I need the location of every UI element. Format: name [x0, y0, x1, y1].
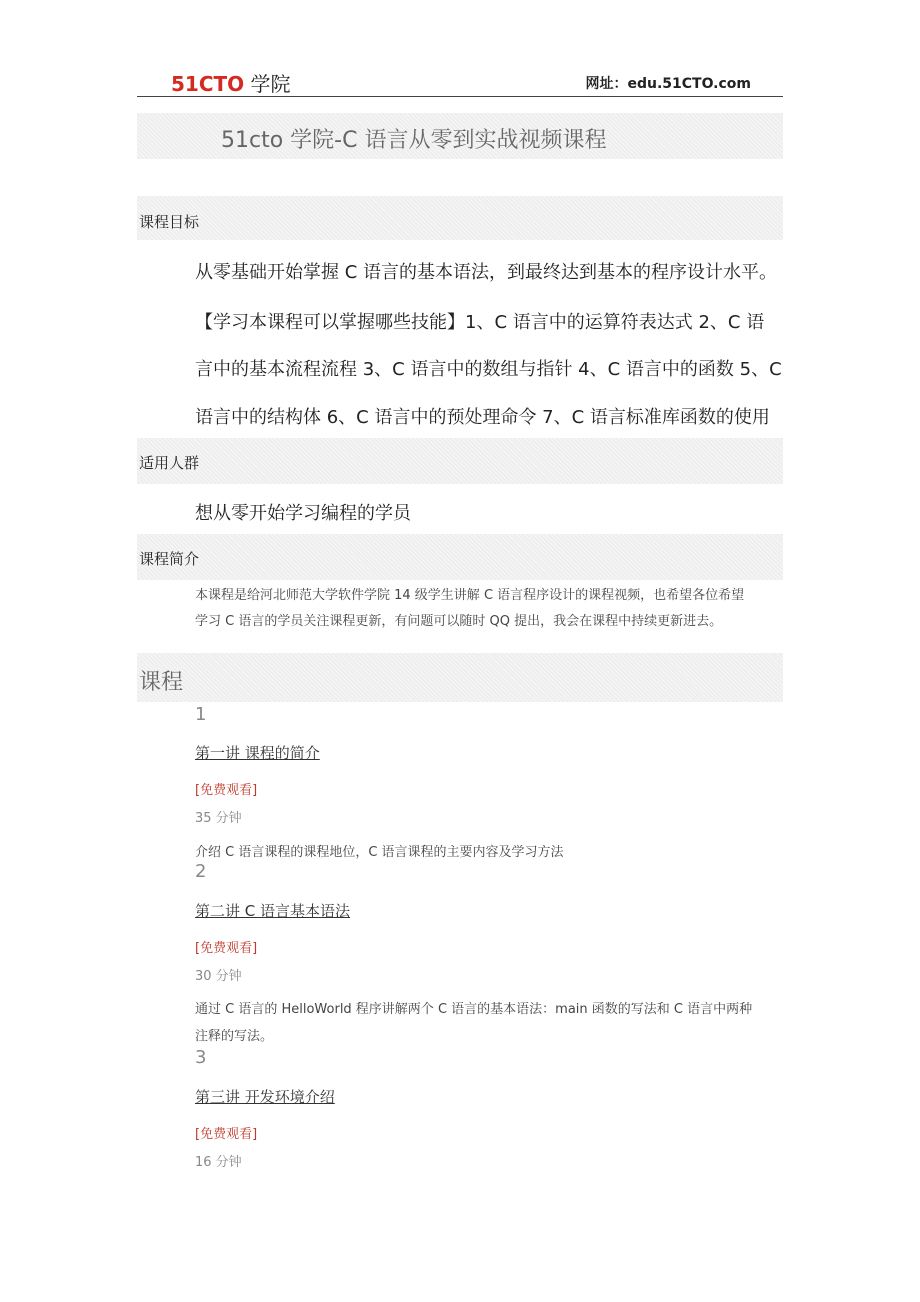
lesson-title-link[interactable]: 第二讲 C 语言基本语法	[195, 902, 351, 920]
lesson-duration: 35 分钟	[195, 811, 242, 826]
lesson-number: 3	[195, 1047, 207, 1068]
section-band-intro	[137, 534, 783, 580]
brand-logo[interactable]	[171, 68, 291, 97]
section-label-audience: 适用人群	[139, 454, 200, 472]
lesson-number: 2	[195, 861, 207, 882]
lesson-title-link[interactable]: 第三讲 开发环境介绍	[195, 1088, 335, 1106]
section-label-goal: 课程目标	[139, 213, 200, 231]
goal-line: 语言中的结构体 6、C 语言中的预处理命令 7、C 语言标准库函数的使用	[195, 407, 770, 428]
lesson-description: 介绍 C 语言课程的课程地位，C 语言课程的主要内容及学习方法	[195, 845, 564, 860]
free-watch-link[interactable]: [免费观看]	[195, 783, 258, 798]
lesson-description: 注释的写法。	[195, 1029, 274, 1044]
intro-line: 学习 C 语言的学员关注课程更新，有问题可以随时 QQ 提出，我会在课程中持续更新进去。	[195, 614, 723, 629]
intro-line: 本课程是给河北师范大学软件学院 14 级学生讲解 C 语言程序设计的课程视频，也希望各位希望	[195, 588, 745, 603]
section-label-intro: 课程简介	[139, 550, 200, 568]
goal-line: 言中的基本流程流程 3、C 语言中的数组与指针 4、C 语言中的函数 5、C	[195, 359, 782, 380]
course-heading: 课程	[139, 670, 184, 695]
lesson-number: 1	[195, 704, 207, 725]
page-header	[137, 66, 783, 97]
document-title: 51cto 学院-C 语言从零到实战视频课程	[221, 128, 607, 153]
course-heading-band	[137, 653, 783, 702]
lesson-duration: 16 分钟	[195, 1155, 242, 1170]
goal-line: 从零基础开始掌握 C 语言的基本语法，到最终达到基本的程序设计水平。	[195, 262, 778, 283]
section-band-audience	[137, 438, 783, 484]
lesson-description: 通过 C 语言的 HelloWorld 程序讲解两个 C 语言的基本语法：main 函数的写法和 C 语言中两种	[195, 1002, 753, 1017]
brand-suffix: 学院	[244, 72, 291, 96]
section-band-goal	[137, 196, 783, 240]
free-watch-link[interactable]: [免费观看]	[195, 1127, 258, 1142]
audience-text: 想从零开始学习编程的学员	[195, 503, 411, 524]
goal-line: 【学习本课程可以掌握哪些技能】1、C 语言中的运算符表达式 2、C 语	[195, 312, 765, 333]
site-url[interactable]: 网址：edu.51CTO.com	[585, 76, 751, 92]
title-band	[137, 113, 783, 159]
brand-name: 51CTO	[171, 72, 245, 96]
lesson-duration: 30 分钟	[195, 969, 242, 984]
free-watch-link[interactable]: [免费观看]	[195, 941, 258, 956]
lesson-title-link[interactable]: 第一讲 课程的简介	[195, 744, 320, 762]
